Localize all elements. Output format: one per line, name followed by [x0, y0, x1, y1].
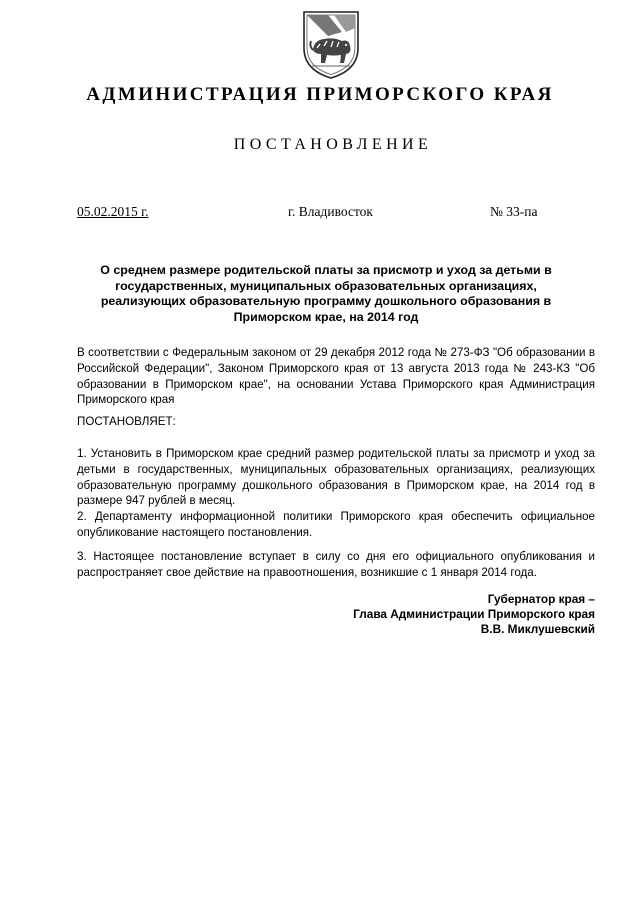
document-type: ПОСТАНОВЛЕНИЕ	[233, 136, 433, 153]
preamble-paragraph: В соответствии с Федеральным законом от 29 декабря 2012 года № 273-ФЗ "Об образовании в Российской Федерации", Законом Приморского края от 13 августа 2013 года № 243-КЗ "Об образовании в Приморском крае", на основании Устава Приморского края Администрация Приморского края	[77, 346, 595, 407]
signature-office: Глава Администрации Приморского края	[353, 607, 595, 622]
clause-3: 3. Настоящее постановление вступает в силу со дня его официального опубликования и распространяет свое действие на правоотношения, возникшие с 1 января 2014 года.	[77, 550, 595, 579]
signature-position: Губернатор края –	[487, 592, 595, 606]
organization-title: АДМИНИСТРАЦИЯ ПРИМОРСКОГО КРАЯ	[86, 84, 554, 105]
signature-block	[353, 592, 595, 638]
document-number: № 33-па	[490, 204, 538, 219]
document-title: О среднем размере родительской платы за присмотр и уход за детьми в государственных, муниципальных образовательных организациях, реализующих образовательную программу дошкольного образования в Приморском крае, на 2014 год	[100, 263, 552, 324]
resolves-heading: ПОСТАНОВЛЯЕТ:	[77, 415, 176, 428]
signature-name: В.В. Миклушевский	[480, 622, 595, 637]
coat-of-arms-icon	[300, 6, 362, 80]
clause-2: 2. Департаменту информационной политики Приморского края обеспечить официальное опубликование настоящего постановления.	[77, 510, 595, 539]
clause-1: 1. Установить в Приморском крае средний размер родительской платы за присмотр и уход за детьми в государственных, муниципальных образовательных организациях, реализующих образовательную программу дошкольного образования в Приморском крае, на 2014 год в размере 947 рублей в месяц.	[77, 447, 595, 508]
document-date: 05.02.2015 г.	[77, 204, 149, 219]
document-city: г. Владивосток	[288, 204, 373, 219]
